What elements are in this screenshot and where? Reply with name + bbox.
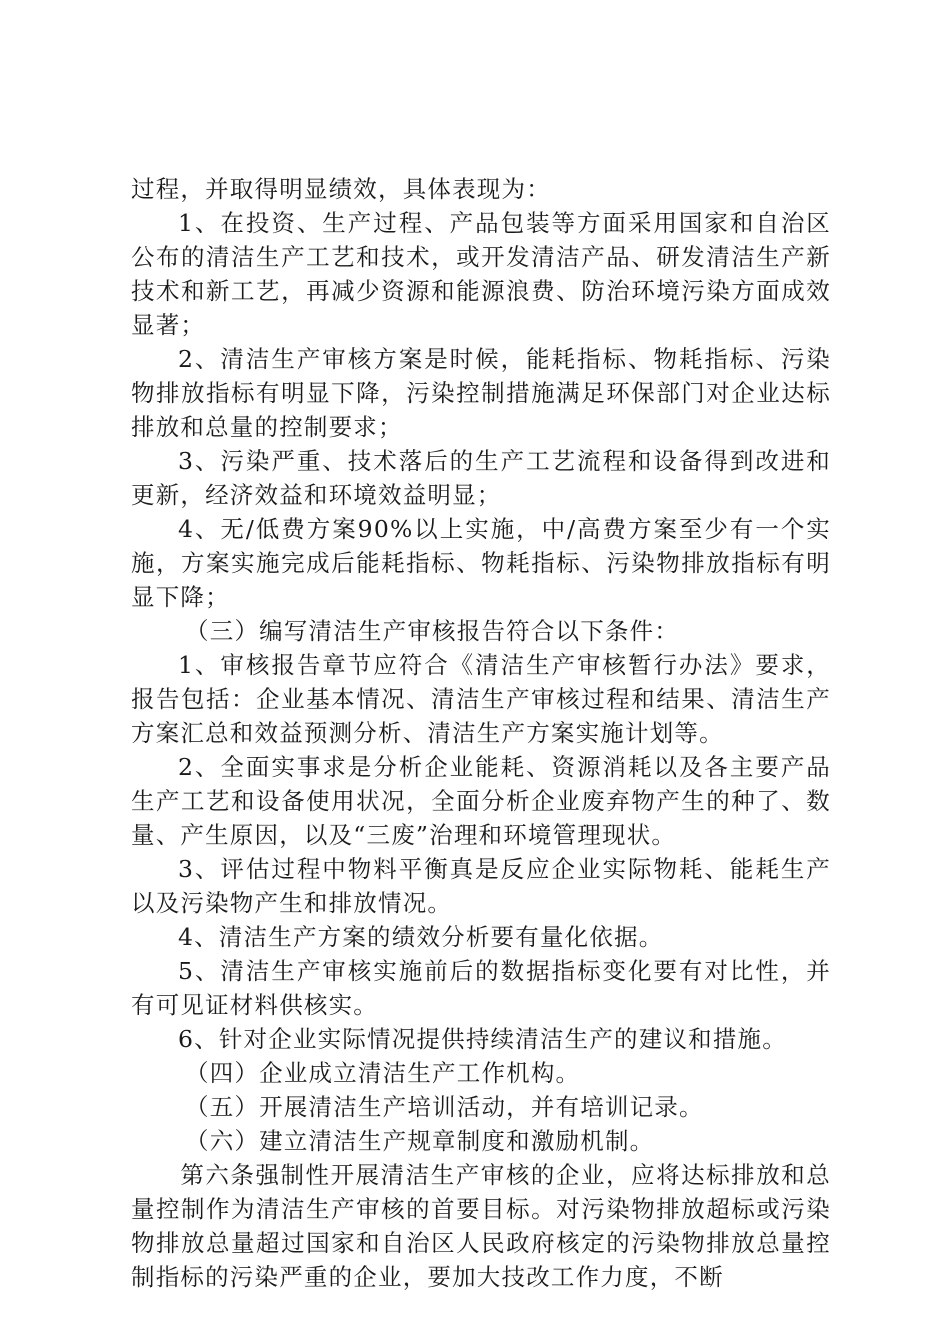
section-heading-4: （四）企业成立清洁生产工作机构。	[185, 1059, 581, 1087]
paragraph-continuation: 过程，并取得明显绩效，具体表现为：	[131, 175, 551, 203]
list-item-1: 1、在投资、生产过程、产品包装等方面采用国家和自治区公布的清洁生产工艺和技术，或开发清洁产品、研发清洁生产新技术和新工艺，再减少资源和能源浪费、防治环境污染方面成效显著；	[131, 209, 831, 339]
list-item-6: 6、针对企业实际情况提供持续清洁生产的建议和措施。	[178, 1025, 787, 1053]
section-heading-3: （三）编写清洁生产审核报告符合以下条件：	[185, 617, 680, 645]
list-item-2: 2、全面实事求是分析企业能耗、资源消耗以及各主要产品生产工艺和设备使用状况，全面分析企业废弃物产生的种了、数量、产生原因，以及“三废”治理和环境管理现状。	[131, 753, 831, 849]
list-item-3: 3、评估过程中物料平衡真是反应企业实际物耗、能耗生产以及污染物产生和排放情况。	[131, 855, 831, 917]
list-item-1: 1、审核报告章节应符合《清洁生产审核暂行办法》要求，报告包括：企业基本情况、清洁生产审核过程和结果、清洁生产方案汇总和效益预测分析、清洁生产方案实施计划等。	[131, 651, 831, 747]
list-item-4: 4、无/低费方案90%以上实施，中/高费方案至少有一个实施，方案实施完成后能耗指标、物耗指标、污染物排放指标有明显下降；	[131, 515, 831, 611]
section-heading-6: （六）建立清洁生产规章制度和激励机制。	[185, 1127, 655, 1155]
document-body	[131, 172, 831, 1294]
article-6-paragraph: 第六条强制性开展清洁生产审核的企业，应将达标排放和总量控制作为清洁生产审核的首要目标。对污染物排放超标或污染物排放总量超过国家和自治区人民政府核定的污染物排放总量控制指标的污染严重的企业，要加大技改工作力度，不断	[131, 1161, 831, 1291]
list-item-5: 5、清洁生产审核实施前后的数据指标变化要有对比性，并有可见证材料供核实。	[131, 957, 831, 1019]
section-heading-5: （五）开展清洁生产培训活动，并有培训记录。	[185, 1093, 704, 1121]
list-item-4: 4、清洁生产方案的绩效分析要有量化依据。	[178, 923, 664, 951]
list-item-3: 3、污染严重、技术落后的生产工艺流程和设备得到改进和更新，经济效益和环境效益明显；	[131, 447, 831, 509]
list-item-2: 2、清洁生产审核方案是时候，能耗指标、物耗指标、污染物排放指标有明显下降，污染控制措施满足环保部门对企业达标排放和总量的控制要求；	[131, 345, 831, 441]
